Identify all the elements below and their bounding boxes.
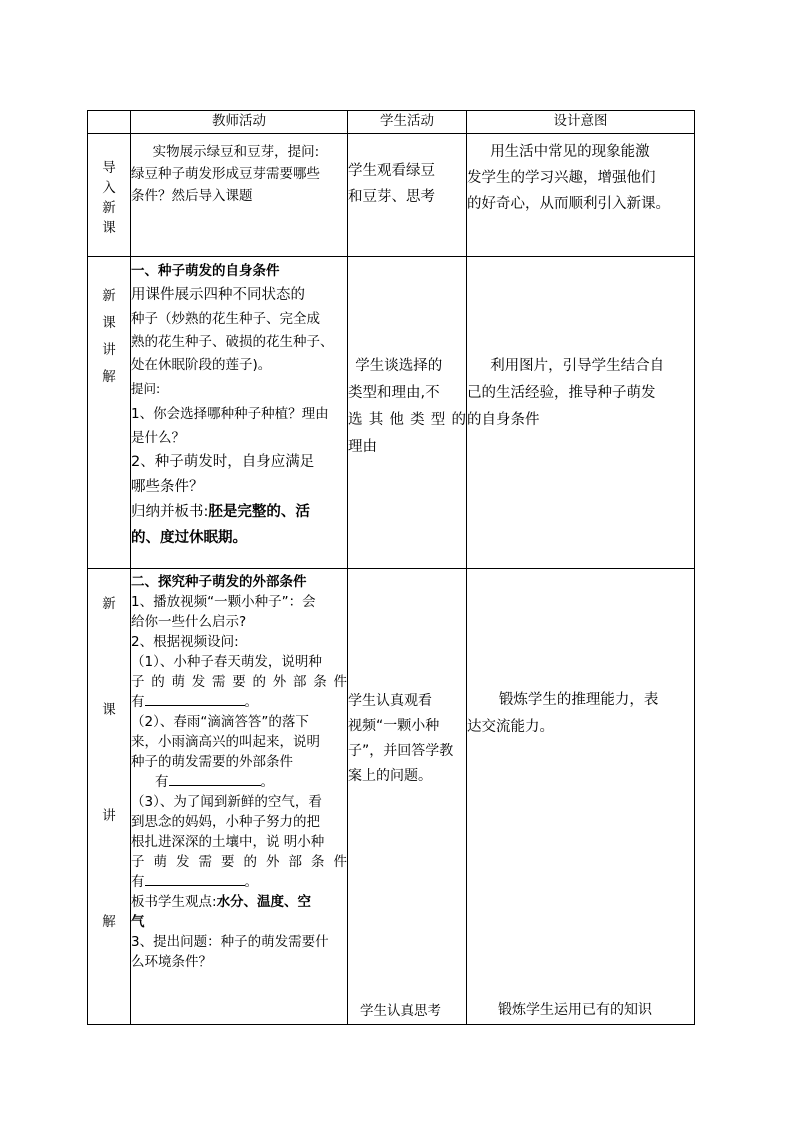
text-line: 的好奇心，从而顺利引入新课。: [467, 196, 670, 212]
stage-char: 课: [102, 702, 116, 718]
text-line: 给你一些什么启示?: [131, 614, 247, 630]
text-line: 实物展示绿豆和豆芽，提问:: [152, 144, 320, 160]
text-line: 利用图片，引导学生结合自: [490, 358, 665, 374]
text-line: 子萌发需要的外部条件: [131, 854, 347, 870]
text-line: 视频“一颗小种: [348, 718, 440, 734]
lesson-plan-table: [87, 110, 695, 1025]
text-line: 学生认真观看: [348, 693, 432, 709]
design-intent-cell: [467, 257, 695, 569]
board-bold: 气: [131, 914, 145, 930]
text-line: 熟的花生种子、破损的花生种子、: [131, 334, 334, 350]
text-line: 2、根据视频设问:: [131, 634, 239, 650]
teacher-activity-cell: [131, 569, 348, 1025]
header-student-activity: 学生活动: [348, 111, 467, 134]
stage-char: 新: [102, 200, 116, 216]
text-line: 3、提出问题：种子的萌发需要什: [131, 934, 329, 950]
student-activity-cell: [348, 134, 467, 257]
section-title: 二、探究种子萌发的外部条件: [131, 574, 307, 590]
text-line: 子的萌发需要的外部条件: [131, 674, 347, 690]
text-line: 处在休眠阶段的莲子)。: [131, 357, 272, 373]
text-line: [131, 892, 347, 912]
text-line: 学生观看绿豆: [348, 163, 435, 179]
answer-blank: [145, 873, 245, 886]
student-activity-cell: [348, 569, 467, 1025]
table-row: [88, 569, 695, 1025]
stage-char: 解: [102, 369, 116, 385]
text-line: 2、种子萌发时，自身应满足: [131, 454, 315, 470]
table-header-row: [88, 111, 695, 134]
text-line: 用生活中常见的现象能激: [490, 144, 650, 160]
period: 。: [260, 774, 274, 790]
text-line: 提问:: [131, 381, 161, 396]
text-line: 绿豆种子萌发形成豆芽需要哪些: [131, 166, 320, 182]
table-row: [88, 134, 695, 257]
design-intent-cell: [467, 569, 695, 1025]
text-line: 1、播放视频“一颗小种子”：会: [131, 594, 316, 610]
text-line: 条件？然后导入课题: [131, 188, 253, 204]
board-prefix: 板书学生观点:: [131, 894, 217, 910]
text-line: 么环境条件？: [131, 954, 212, 970]
header-design-intent: 设计意图: [467, 111, 695, 134]
summary-bold: 的、度过休眠期。: [131, 530, 247, 546]
text-line: （3）、为了闻到新鲜的空气，看: [131, 794, 322, 810]
stage-char: 新: [102, 596, 116, 612]
text-line: 学生认真思考: [360, 1003, 441, 1019]
text-line: 种子的萌发需要的外部条件: [131, 754, 293, 770]
board-bold: 水分、温度、空: [216, 894, 312, 910]
text-line: 和豆芽、思考: [348, 189, 435, 205]
answer-blank: [145, 693, 245, 706]
text-line: 哪些条件？: [131, 479, 204, 495]
answer-prefix: 有: [155, 774, 169, 790]
answer-prefix: 有: [131, 694, 145, 710]
stage-char: 新: [102, 288, 116, 304]
section-title: 一、种子萌发的自身条件: [131, 263, 280, 279]
table-row: [88, 257, 695, 569]
stage-char: 课: [102, 315, 116, 331]
text-line: （1）、小种子春天萌发，说明种: [131, 654, 322, 670]
text-line: （2）、春雨“滴滴答答”的落下: [131, 714, 309, 730]
design-intent-cell: [467, 134, 695, 257]
stage-char: 解: [102, 914, 116, 930]
summary-bold: 胚是完整的、活: [208, 504, 310, 520]
text-line: 理由: [348, 439, 377, 455]
text-line: 发学生的学习兴趣，增强他们: [467, 170, 656, 186]
stage-char: 讲: [102, 342, 116, 358]
header-teacher-activity: 教师活动: [131, 111, 348, 134]
text-line: [131, 499, 347, 525]
text-line: 锻炼学生运用已有的知识: [498, 1002, 652, 1018]
text-line: 类型和理由,不: [348, 385, 440, 401]
answer-blank: [169, 773, 261, 786]
stage-cell: [88, 569, 131, 1025]
stage-cell: [88, 134, 131, 257]
text-line: 案上的问题。: [348, 768, 432, 784]
period: 。: [244, 874, 258, 890]
header-stage: [88, 111, 131, 134]
summary-prefix: 归纳并板书:: [131, 504, 209, 520]
text-line: [131, 872, 347, 892]
text-line: 用课件展示四种不同状态的: [131, 287, 305, 303]
answer-prefix: 有: [131, 874, 145, 890]
teacher-activity-cell: [131, 257, 348, 569]
text-line: 到思念的妈妈，小种子努力的把: [131, 814, 320, 830]
stage-char: 课: [102, 220, 116, 236]
text-line: 是什么？: [131, 430, 185, 446]
stage-char: 导: [102, 160, 116, 176]
text-line: 1、你会选择哪种种子种植？理由: [131, 406, 329, 422]
teacher-activity-cell: [131, 134, 348, 257]
text-line: 达交流能力。: [467, 719, 554, 735]
text-line: [131, 772, 347, 792]
student-activity-cell: [348, 257, 467, 569]
text-line: 学生谈选择的: [355, 358, 443, 374]
text-line: 的自身条件: [467, 412, 540, 428]
period: 。: [244, 694, 258, 710]
text-line: [131, 692, 347, 712]
stage-cell: [88, 257, 131, 569]
stage-char: 讲: [102, 808, 116, 824]
text-line: 子”，并回答学教: [348, 743, 454, 759]
text-line: 根扎进深深的土壤中，说 明小种: [131, 834, 325, 850]
text-line: 种子（炒熟的花生种子、完全成: [131, 311, 320, 327]
text-line: 选其他类型的: [348, 412, 466, 428]
text-line: 锻炼学生的推理能力，表: [498, 692, 659, 708]
stage-char: 入: [102, 180, 116, 196]
text-line: 来，小雨滴高兴的叫起来，说明: [131, 734, 320, 750]
text-line: 己的生活经验，推导种子萌发: [467, 385, 656, 401]
